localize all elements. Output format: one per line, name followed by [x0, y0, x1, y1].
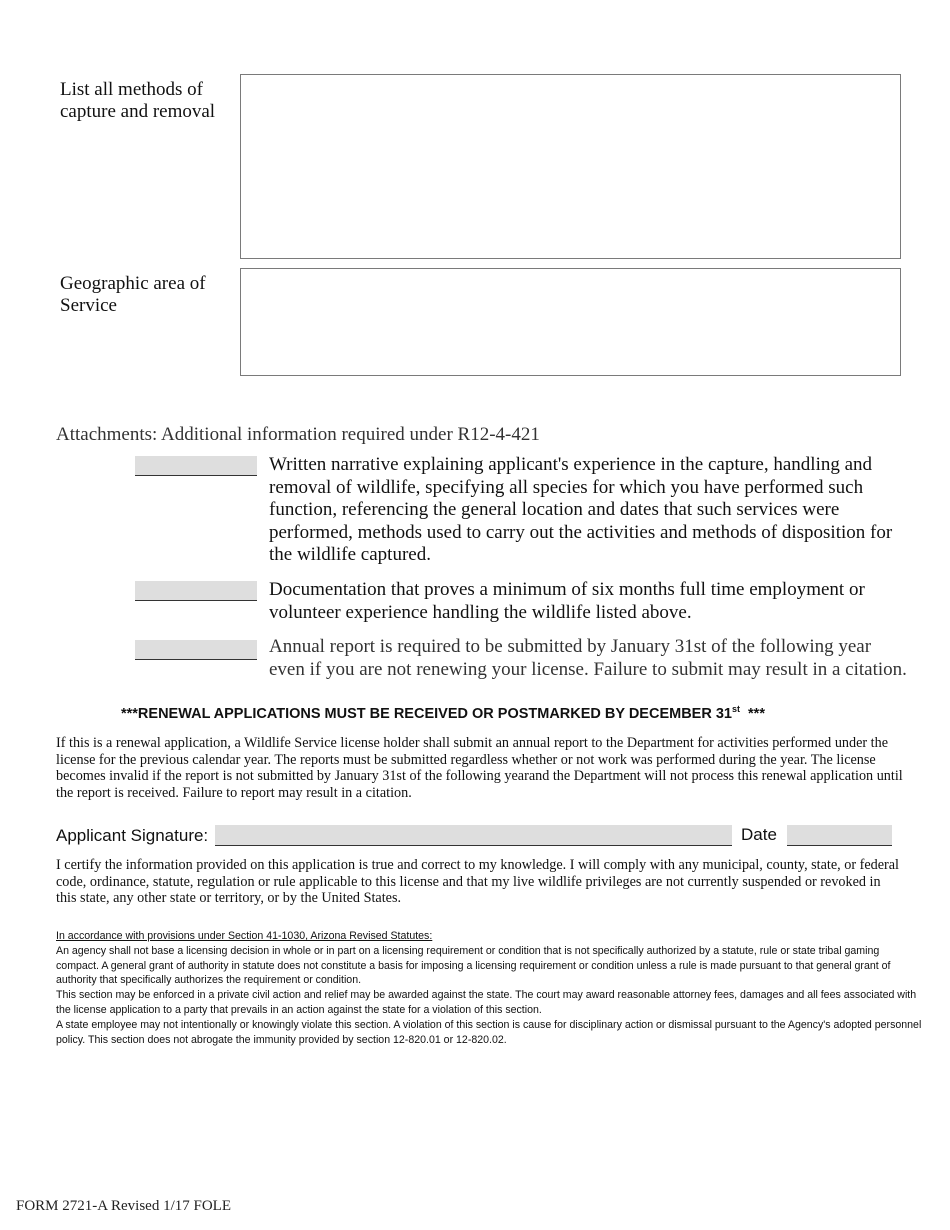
attachment-row-annual-report: [135, 636, 910, 684]
attachment-row-documentation: [135, 579, 910, 627]
methods-textarea[interactable]: [240, 74, 901, 259]
documentation-check-field[interactable]: [135, 581, 257, 601]
notice-text: ***RENEWAL APPLICATIONS MUST BE RECEIVED OR POSTMARKED BY DECEMBER 31: [121, 705, 732, 722]
notice-tail: ***: [739, 705, 765, 722]
attachments-heading: Attachments: Additional information required under R12-4-421: [56, 424, 540, 445]
legal-paragraph: This section may be enforced in a private civil action and relief may be awarded against the state. The court may award reasonable attorney fees, damages and all fees associated with the license application to a party that prevails in an action against the state for a violation of this section.: [56, 989, 917, 1016]
date-label: Date: [741, 825, 777, 844]
certification-paragraph: I certify the information provided on this application is true and correct to my knowledge. I will comply with any municipal, county, state, or federal code, ordinance, statute, regulation or rule applicable to this license and that my live wildlife privileges are not currently suspended or revoked in this state, any other state or territory, or by the United States.: [56, 857, 899, 907]
geographic-area-label: Geographic area of Service: [60, 273, 206, 316]
renewal-paragraph: If this is a renewal application, a Wildlife Service license holder shall submit an annual report to the Department for activities performed under the license for the previous calendar year. The reports must be submitted regardless whether or not work was performed during the year. The license becomes invalid if the report is not submitted by January 31st of the following yearand the Department will not process this renewal application until the report is received. Failure to report may result in a citation.: [56, 735, 903, 801]
geographic-area-textarea[interactable]: [240, 268, 901, 376]
notice-suffix: st: [731, 704, 740, 714]
attachment-text: Documentation that proves a minimum of six months full time employment or volunteer experience handling the wildlife listed above.: [269, 579, 865, 623]
date-input[interactable]: [787, 825, 892, 846]
legal-section: [56, 929, 922, 1047]
attachment-text: Annual report is required to be submitted by January 31st of the following year even if you are not renewing your license. Failure to submit may result in a citation.: [269, 636, 907, 680]
annual-report-check-field[interactable]: [135, 640, 257, 660]
attachment-row-narrative: [135, 454, 910, 572]
legal-paragraph: A state employee may not intentionally or knowingly violate this section. A violation of this section is cause for disciplinary action or dismissal pursuant to the Agency's adopted personnel policy. This section does not abrogate the immunity provided by section 12-820.01 or 12-820.02.: [56, 1018, 922, 1046]
signature-label: Applicant Signature:: [56, 826, 209, 845]
form-footer: FORM 2721-A Revised 1/17 FOLE: [16, 1198, 232, 1214]
methods-label: List all methods of capture and removal: [60, 79, 216, 122]
signature-input[interactable]: [215, 825, 732, 846]
legal-heading: In accordance with provisions under Section 41-1030, Arizona Revised Statutes:: [56, 930, 433, 942]
narrative-check-field[interactable]: [135, 456, 257, 476]
attachment-text: Written narrative explaining applicant's experience in the capture, handling and removal of wildlife, specifying all species for which you have performed such function, referencing the general location and dates that such services were performed, methods used to carry out the activities and methods of disposition for the wildlife captured.: [269, 454, 893, 565]
renewal-deadline-notice: [121, 704, 765, 722]
legal-paragraph: An agency shall not base a licensing decision in whole or in part on a licensing requirement or condition that is not specifically authorized by a statute, rule or state tribal gaming compact. A general grant of authority in statute does not constitute a basis for imposing a licensing requirement or condition unless a rule is made pursuant to that general grant of authority that specifically authorizes the requirement or condition.: [56, 944, 891, 987]
